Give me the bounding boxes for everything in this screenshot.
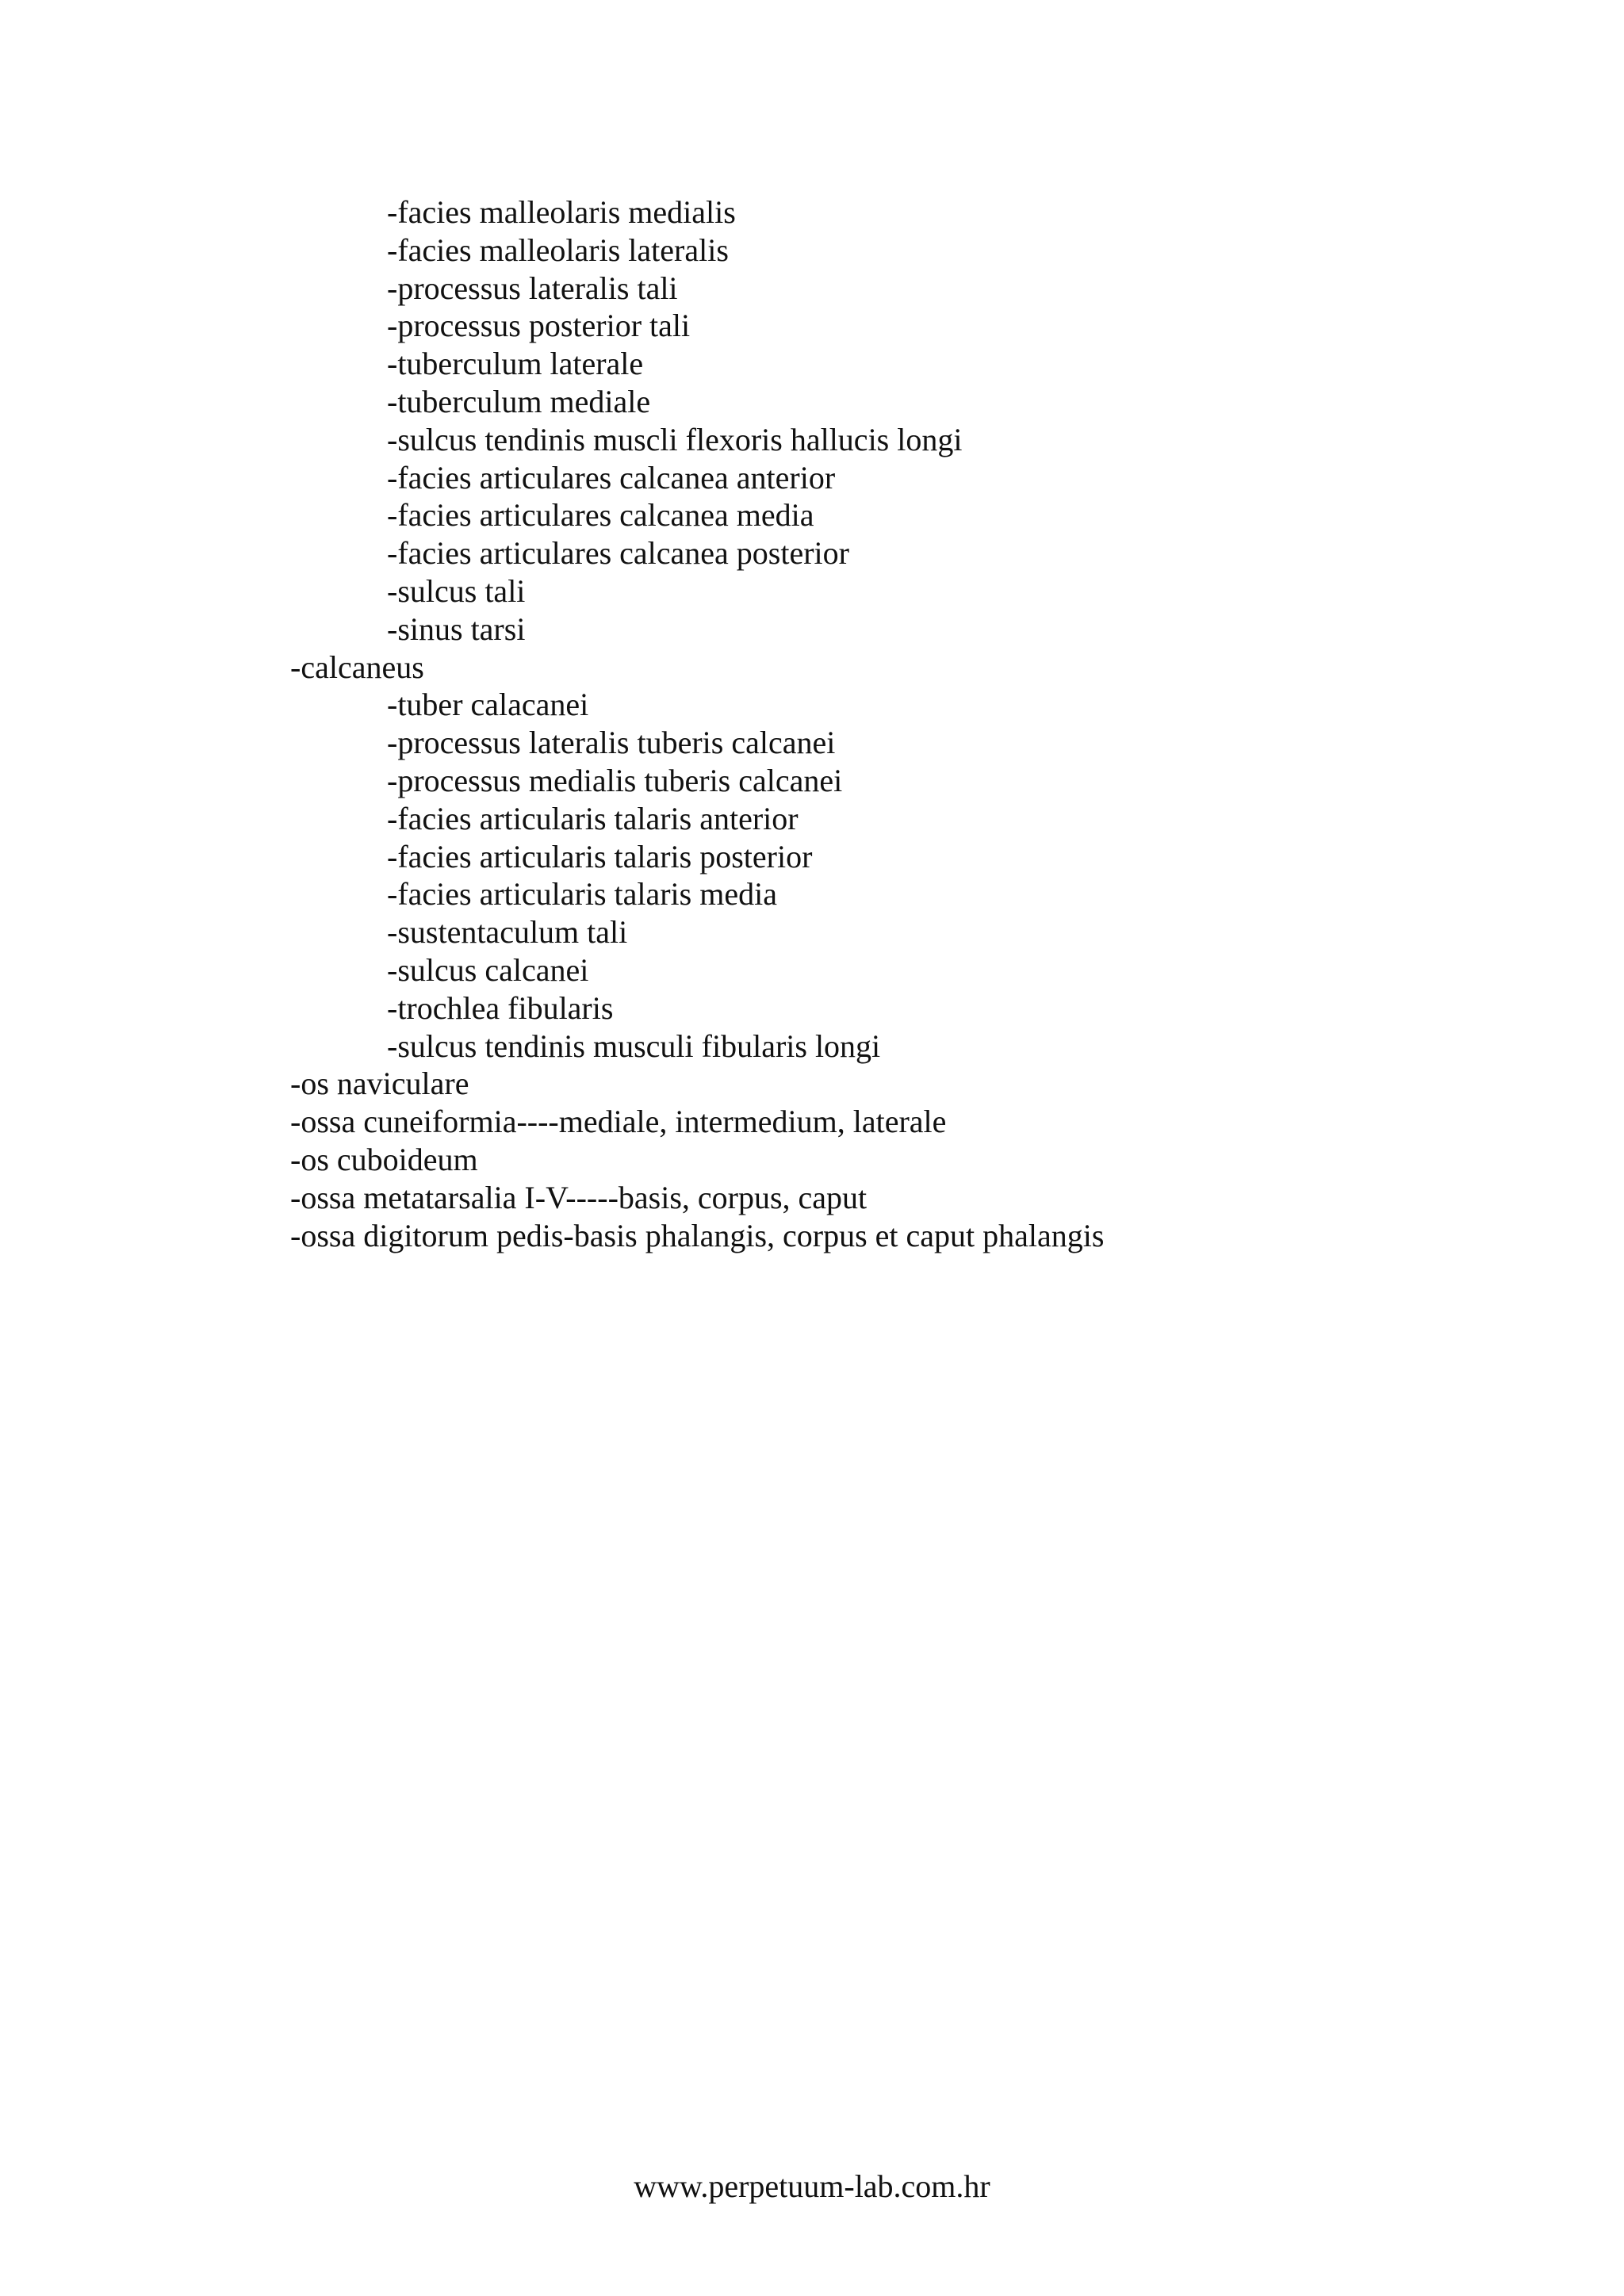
list-item: -ossa digitorum pedis-basis phalangis, corpus et caput phalangis — [290, 1217, 1105, 1253]
list-item: -trochlea fibularis — [387, 989, 614, 1026]
talus-item-list — [290, 193, 1559, 649]
list-item: -facies articularis talaris media — [387, 876, 777, 913]
list-item: -sulcus tendinis musculi fibularis longi — [387, 1027, 881, 1064]
list-item: -facies articularis talaris posterior — [387, 838, 813, 874]
list-item: -facies articulares calcanea media — [387, 497, 814, 534]
list-item: -sulcus tali — [387, 572, 526, 609]
list-item: -facies malleolaris lateralis — [387, 232, 729, 268]
list-item: -processus lateralis tali — [387, 270, 678, 306]
list-item: -os cuboideum — [290, 1141, 478, 1177]
footer-url: www.perpetuum-lab.com.hr — [634, 2168, 990, 2204]
list-item: -ossa cuneiformia----mediale, intermedium, laterale — [290, 1104, 947, 1140]
list-item: -sulcus calcanei — [387, 951, 589, 988]
list-item: -processus posterior tali — [387, 308, 691, 344]
list-item: -sulcus tendinis muscli flexoris hallucis longi — [387, 421, 963, 457]
list-item: -facies malleolaris medialis — [387, 194, 736, 230]
list-item: -processus lateralis tuberis calcanei — [387, 725, 836, 761]
list-item: -facies articulares calcanea anterior — [387, 459, 836, 496]
list-item: -os naviculare — [290, 1066, 469, 1102]
calcaneus-heading: -calcaneus — [290, 649, 424, 685]
list-item: -facies articularis talaris anterior — [387, 800, 799, 836]
calcaneus-item-list — [290, 686, 1559, 1065]
list-item: -tuberculum mediale — [387, 383, 651, 419]
list-item: -sinus tarsi — [387, 610, 526, 647]
list-item: -processus medialis tuberis calcanei — [387, 762, 843, 798]
list-item: -ossa metatarsalia I-V-----basis, corpus, caput — [290, 1179, 868, 1215]
list-item: -facies articulares calcanea posterior — [387, 535, 849, 572]
document-body — [290, 193, 1559, 1254]
list-item: -tuberculum laterale — [387, 346, 644, 382]
list-item: -tuber calacanei — [387, 687, 589, 723]
list-item: -sustentaculum tali — [387, 914, 628, 951]
bone-list — [290, 1065, 1559, 1254]
